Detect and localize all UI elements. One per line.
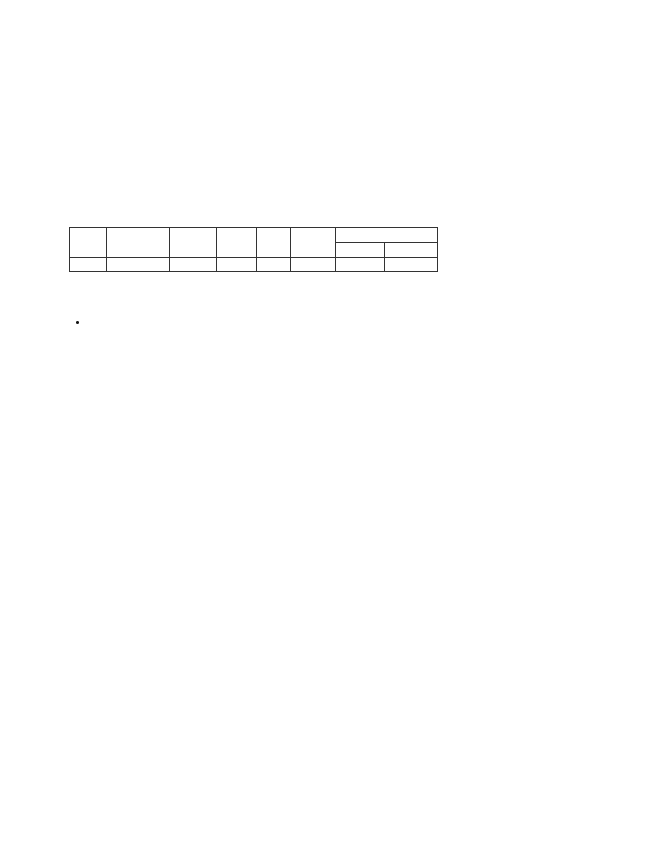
header-aud-diferencia (385, 243, 438, 258)
cell-cantidad (170, 258, 217, 272)
inventory-row (70, 258, 438, 272)
header-auditoria (336, 228, 438, 243)
cell-cu (257, 258, 291, 272)
header-unidad (217, 228, 257, 258)
header-total (291, 228, 336, 258)
cell-aud-cantidad (336, 258, 385, 272)
header-producto (107, 228, 170, 258)
cell-aud-diferencia (385, 258, 438, 272)
bullet-icon (76, 321, 79, 324)
cell-codigo (70, 258, 107, 272)
header-cu (257, 228, 291, 258)
cell-producto (107, 258, 170, 272)
cell-unidad (217, 258, 257, 272)
cell-total (291, 258, 336, 272)
header-cantidad (170, 228, 217, 258)
header-aud-cantidad (336, 243, 385, 258)
inventory-table (69, 227, 438, 272)
header-codigo (70, 228, 107, 258)
